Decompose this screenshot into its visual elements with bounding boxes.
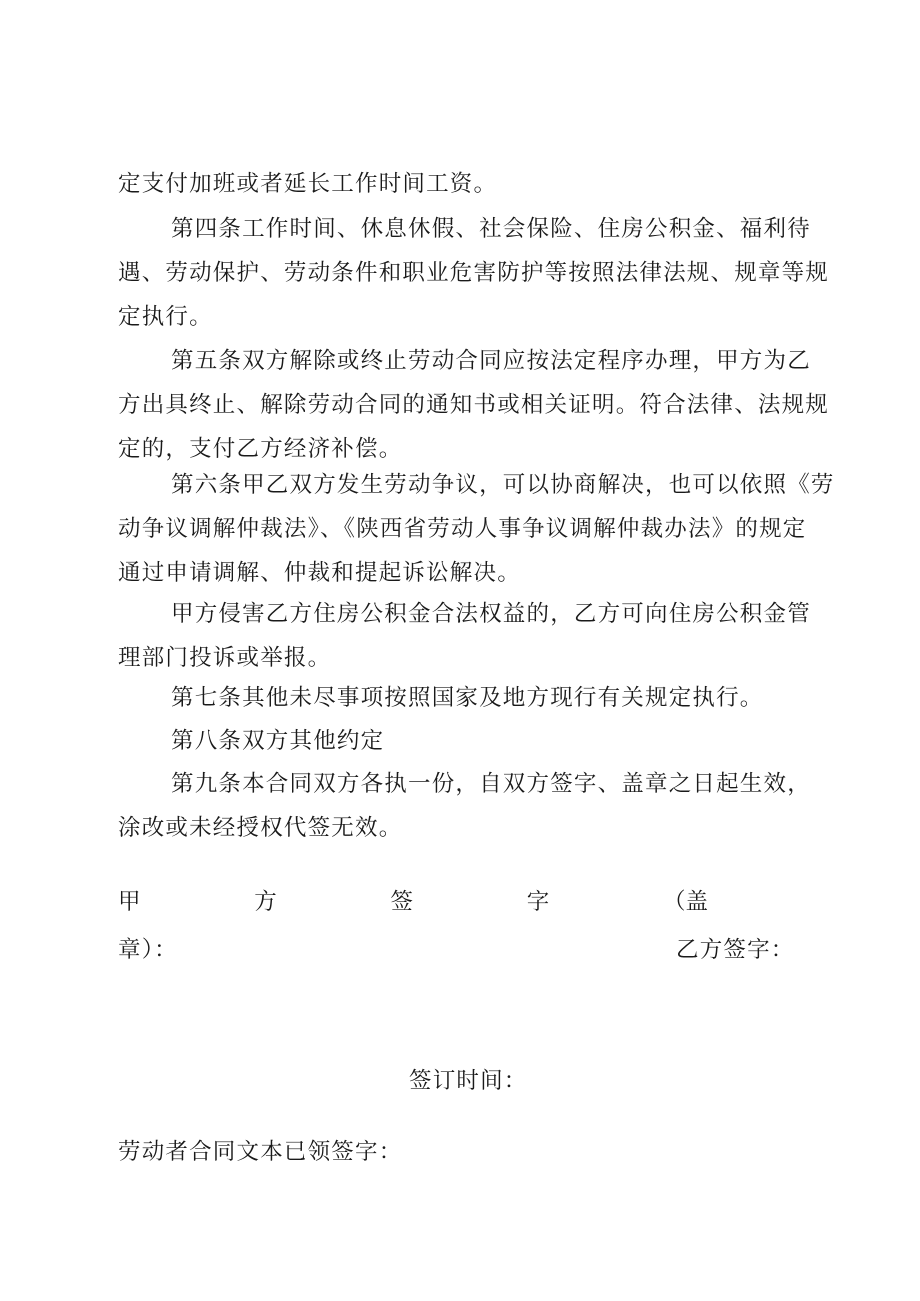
article-9 [118, 762, 811, 850]
housing-fund-clause [118, 592, 811, 680]
text-line: 方出具终止、解除劳动合同的通知书或相关证明。符合法律、法规规 [118, 392, 830, 418]
party-a-char: 字 [526, 889, 550, 915]
party-a-seal-continuation: 章）： [118, 937, 178, 963]
text-line: 定执行。 [118, 304, 213, 330]
party-a-signature-line [118, 884, 708, 924]
text-line: 定支付加班或者延长工作时间工资。 [118, 171, 498, 197]
worker-received-label: 劳动者合同文本已领签字： [118, 1139, 403, 1165]
text-line: 第六条甲乙双方发生劳动争议，可以协商解决，也可以依照《劳 [171, 472, 835, 498]
text-line: 动争议调解仲裁法》、《陕西省劳动人事争议调解仲裁办法》的规定 [118, 516, 807, 542]
text-line: 定的，支付乙方经济补偿。 [118, 436, 403, 462]
article-5 [118, 339, 830, 471]
article-6 [118, 463, 835, 595]
continuation-line [118, 162, 808, 206]
text-line: 涂改或未经授权代签无效。 [118, 815, 403, 841]
party-a-char: 签 [390, 889, 413, 915]
article-8 [118, 719, 808, 763]
text-line: 理部门投诉或举报。 [118, 645, 332, 671]
text-line: 第四条工作时间、休息休假、社会保险、住房公积金、福利待 [171, 216, 811, 242]
article-4 [118, 207, 830, 339]
text-line: 通过申请调解、仲裁和提起诉讼解决。 [118, 560, 521, 586]
party-a-char: 方 [254, 889, 277, 915]
party-b-signature-label: 乙方签字： [676, 937, 795, 963]
sign-date-label: 签订时间： [409, 1068, 528, 1094]
party-a-char: 甲 [118, 889, 141, 915]
text-line: 遇、劳动保护、劳动条件和职业危害防护等按照法律法规、规章等规 [118, 260, 830, 286]
text-line: 甲方侵害乙方住房公积金合法权益的，乙方可向住房公积金管 [171, 601, 811, 627]
article-7 [118, 676, 808, 720]
party-a-char: （盖 [662, 889, 708, 915]
text-line: 第五条双方解除或终止劳动合同应按法定程序办理，甲方为乙 [171, 348, 811, 374]
text-line: 第九条本合同双方各执一份，自双方签字、盖章之日起生效， [171, 771, 811, 797]
text-line: 第七条其他未尽事项按照国家及地方现行有关规定执行。 [171, 685, 764, 711]
text-line: 第八条双方其他约定 [171, 728, 385, 754]
